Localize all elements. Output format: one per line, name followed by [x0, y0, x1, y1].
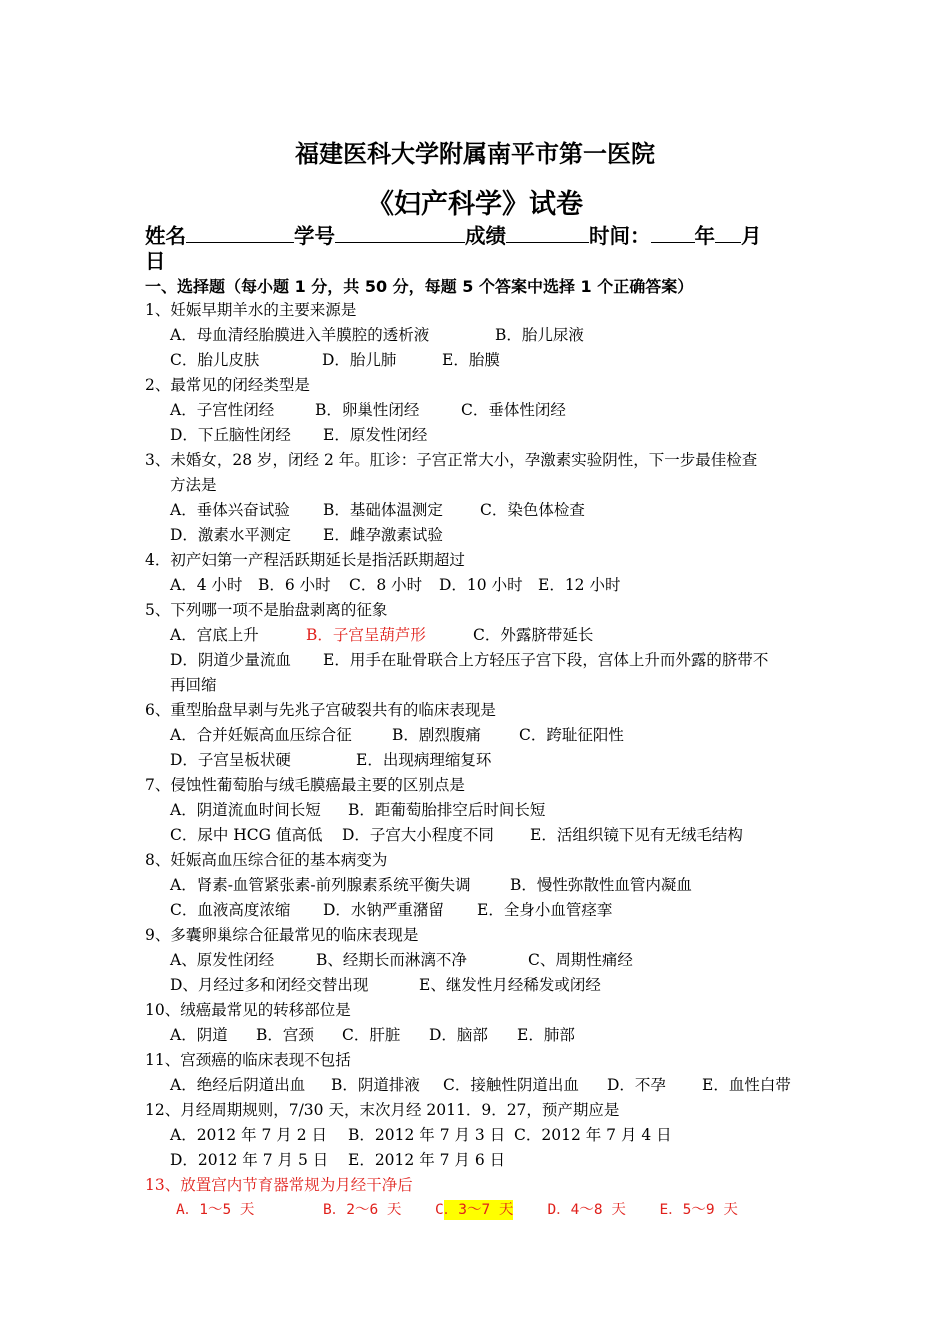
- question-stem: 11、宫颈癌的临床表现不包括: [145, 1051, 351, 1069]
- option-row: [170, 1025, 575, 1045]
- option[interactable]: B．阴道排液: [331, 1076, 420, 1094]
- name-blank[interactable]: [186, 224, 294, 243]
- option[interactable]: A．2012 年 7 月 2 日: [170, 1126, 327, 1144]
- time-label: 时间：: [589, 224, 651, 248]
- option-row: [170, 325, 584, 345]
- option[interactable]: C．接触性阴道出血: [443, 1076, 579, 1094]
- day-label: 日: [145, 249, 166, 273]
- question-stem: 2、最常见的闭经类型是: [145, 376, 310, 394]
- year-blank[interactable]: [651, 224, 695, 243]
- option[interactable]: B、经期长而淋漓不净: [316, 951, 467, 969]
- option[interactable]: E．2012 年 7 月 6 日: [348, 1151, 506, 1169]
- question-stem: 3、未婚女，28 岁，闭经 2 年。肛诊：子宫正常大小，孕激素实验阴性，下一步最佳检查: [145, 451, 758, 469]
- option[interactable]: A．绝经后阴道出血: [170, 1076, 306, 1094]
- year-label: 年: [694, 224, 715, 248]
- option[interactable]: C、周期性痛经: [528, 951, 633, 969]
- option[interactable]: A．母血清经胎膜进入羊膜腔的透析液: [170, 326, 430, 344]
- option[interactable]: B．宫颈: [256, 1026, 314, 1044]
- option[interactable]: D、月经过多和闭经交替出现: [170, 976, 369, 994]
- option[interactable]: B．2012 年 7 月 3 日: [348, 1126, 506, 1144]
- option[interactable]: B．剧烈腹痛: [392, 726, 481, 744]
- hospital-title: 福建医科大学附属南平市第一医院: [295, 140, 655, 168]
- option[interactable]: C．胎儿皮肤: [170, 351, 260, 369]
- option[interactable]: D．不孕: [607, 1076, 666, 1094]
- section-heading: 一、选择题（每小题 1 分，共 50 分，每题 5 个答案中选择 1 个正确答案）: [145, 277, 694, 296]
- option-row: [170, 350, 500, 370]
- option[interactable]: E．血性白带: [702, 1076, 791, 1094]
- option[interactable]: C．2012 年 7 月 4 日: [514, 1126, 672, 1144]
- option[interactable]: A．宫底上升: [170, 626, 259, 644]
- option-row: [170, 1075, 791, 1095]
- option[interactable]: C．血液高度浓缩: [170, 901, 291, 919]
- option[interactable]: D．胎儿肺: [322, 351, 397, 369]
- option[interactable]: D．子宫呈板状硬: [170, 751, 291, 769]
- option[interactable]: D．10 小时: [439, 576, 523, 594]
- option[interactable]: B．胎儿尿液: [495, 326, 584, 344]
- option[interactable]: A、原发性闭经: [170, 951, 275, 969]
- option[interactable]: E．12 小时: [538, 576, 621, 594]
- exam-title: 《妇产科学》试卷: [367, 189, 583, 220]
- option[interactable]: E．用手在耻骨联合上方轻压子宫下段，宫体上升而外露的脐带不: [323, 651, 769, 669]
- option[interactable]: E．活组织镜下见有无绒毛结构: [530, 826, 743, 844]
- option[interactable]: A．合并妊娠高血压综合征: [170, 726, 352, 744]
- option-row: [170, 975, 601, 995]
- option-row: [170, 525, 443, 545]
- option[interactable]: E．胎膜: [442, 351, 500, 369]
- month-label: 月: [741, 224, 762, 248]
- option[interactable]: A．垂体兴奋试验: [170, 501, 290, 519]
- question-stem: 8、妊娠高血压综合征的基本病变为: [145, 851, 388, 869]
- option[interactable]: C．尿中 HCG 值高低: [170, 826, 323, 844]
- option[interactable]: D．激素水平测定: [170, 526, 291, 544]
- option-row: [170, 725, 624, 745]
- option-row: [170, 650, 768, 670]
- option-correct[interactable]: B．子宫呈葫芦形: [306, 626, 426, 644]
- option[interactable]: E．肺部: [517, 1026, 575, 1044]
- option[interactable]: E．原发性闭经: [323, 426, 428, 444]
- option[interactable]: D．阴道少量流血: [170, 651, 291, 669]
- option[interactable]: C．跨耻征阳性: [519, 726, 624, 744]
- question-stem: 12、月经周期规则，7/30 天，末次月经 2011．9．27，预产期应是: [145, 1101, 620, 1119]
- option[interactable]: E．5～9 天: [659, 1202, 738, 1218]
- score-label: 成绩: [465, 224, 506, 248]
- option-row: [170, 400, 566, 420]
- score-blank[interactable]: [506, 224, 589, 243]
- option-letter[interactable]: C: [435, 1202, 444, 1218]
- option-row: [170, 500, 585, 520]
- option[interactable]: A．阴道: [170, 1026, 228, 1044]
- option[interactable]: D．4～8 天: [547, 1202, 626, 1218]
- option[interactable]: E．出现病理缩复环: [356, 751, 492, 769]
- name-label: 姓名: [145, 224, 186, 248]
- option[interactable]: D．子宫大小程度不同: [342, 826, 494, 844]
- question-stem: 9、多囊卵巢综合征最常见的临床表现是: [145, 926, 419, 944]
- option-row: [170, 900, 612, 920]
- option[interactable]: B．距葡萄胎排空后时间长短: [348, 801, 546, 819]
- option[interactable]: C．外露脐带延长: [473, 626, 594, 644]
- option-correct-highlight[interactable]: ．3～7 天: [443, 1202, 514, 1218]
- option[interactable]: E．雌孕激素试验: [323, 526, 443, 544]
- option-row: [170, 750, 491, 770]
- option-row: [170, 800, 545, 820]
- option[interactable]: E、继发性月经稀发或闭经: [419, 976, 601, 994]
- question-stem: 13、放置宫内节育器常规为月经干净后: [145, 1176, 413, 1194]
- id-blank[interactable]: [335, 224, 465, 243]
- option[interactable]: C．染色体检查: [480, 501, 585, 519]
- question-stem: 5、下列哪一项不是胎盘剥离的征象: [145, 601, 388, 619]
- option-row: [170, 950, 633, 970]
- option[interactable]: E．全身小血管痉挛: [477, 901, 613, 919]
- option[interactable]: B．慢性弥散性血管内凝血: [510, 876, 692, 894]
- option[interactable]: B．卵巢性闭经: [315, 401, 420, 419]
- question-stem: 4．初产妇第一产程活跃期延长是指活跃期超过: [145, 551, 465, 569]
- question-stem: 10、绒癌最常见的转移部位是: [145, 1001, 351, 1019]
- question-stem: 7、侵蚀性葡萄胎与绒毛膜癌最主要的区别点是: [145, 776, 465, 794]
- id-label: 学号: [294, 224, 335, 248]
- option-row: [170, 1125, 672, 1145]
- question-stem: 6、重型胎盘早剥与先兆子宫破裂共有的临床表现是: [145, 701, 496, 719]
- option[interactable]: A．肾素-血管紧张素-前列腺素系统平衡失调: [170, 876, 471, 894]
- student-info-line: [145, 224, 810, 274]
- option[interactable]: A．1～5 天: [176, 1202, 255, 1218]
- option-row: [170, 825, 743, 845]
- option[interactable]: C．垂体性闭经: [461, 401, 566, 419]
- option-row: [176, 1200, 738, 1220]
- option[interactable]: A．子宫性闭经: [170, 401, 275, 419]
- option[interactable]: C．8 小时: [349, 576, 423, 594]
- option-row: [170, 625, 593, 645]
- option[interactable]: D．2012 年 7 月 5 日: [170, 1151, 329, 1169]
- option[interactable]: D．水钠严重潴留: [323, 901, 444, 919]
- option[interactable]: B．2～6 天: [323, 1202, 402, 1218]
- option-row: [170, 1150, 505, 1170]
- option-row: [170, 875, 692, 895]
- option[interactable]: B．基础体温测定: [323, 501, 443, 519]
- option[interactable]: D．脑部: [429, 1026, 488, 1044]
- question-stem-cont: 方法是: [170, 476, 217, 494]
- option[interactable]: C．肝脏: [342, 1026, 401, 1044]
- month-blank[interactable]: [715, 224, 741, 243]
- option[interactable]: B．6 小时: [258, 576, 331, 594]
- option[interactable]: D．下丘脑性闭经: [170, 426, 291, 444]
- option-row: [170, 575, 620, 595]
- option-row: [170, 425, 427, 445]
- option-cont: 再回缩: [170, 676, 217, 694]
- option[interactable]: A．阴道流血时间长短: [170, 801, 321, 819]
- option[interactable]: A．4 小时: [170, 576, 243, 594]
- question-stem: 1、妊娠早期羊水的主要来源是: [145, 301, 357, 319]
